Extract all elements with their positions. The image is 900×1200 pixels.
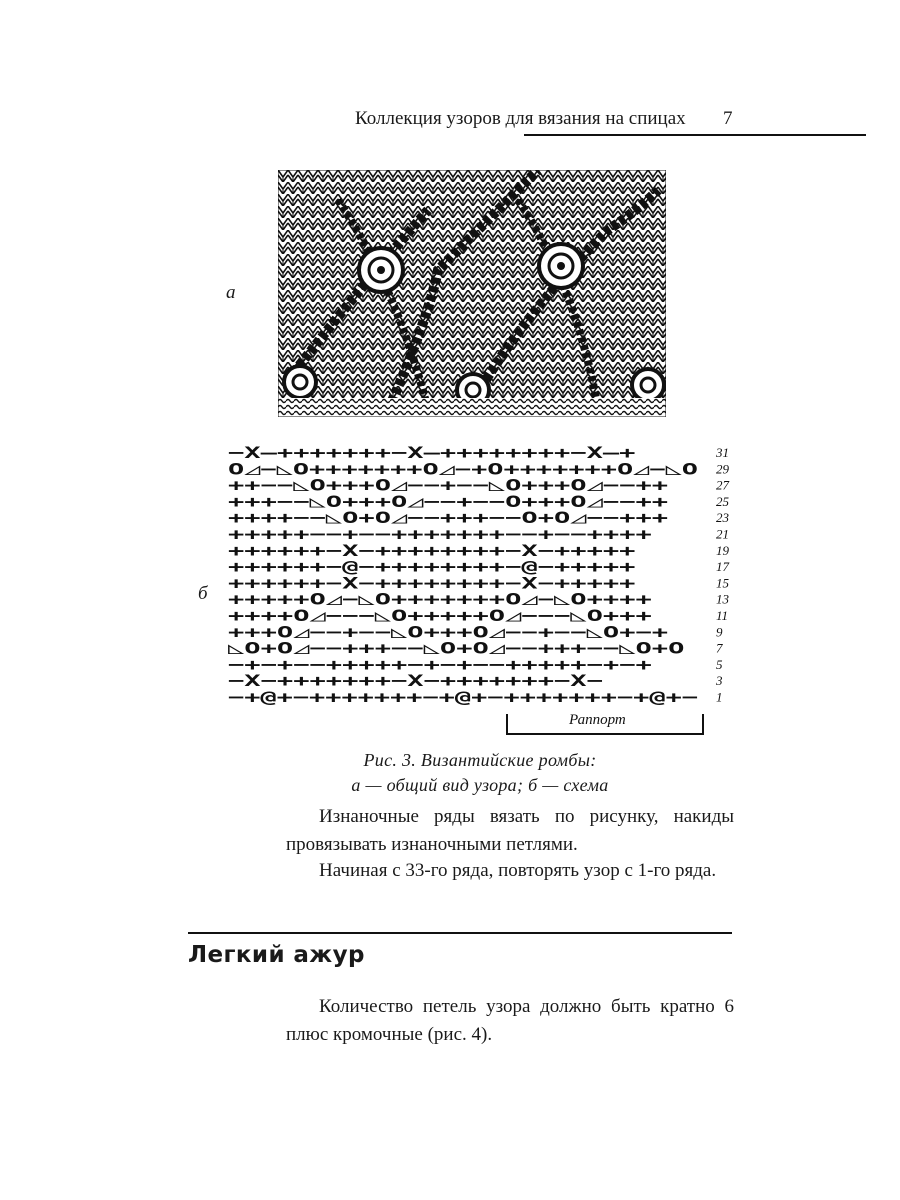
body-paragraph-2: Начиная с 33-го ряда, повторять узор с 1-го ряда. xyxy=(319,860,717,881)
chart-row-number: 21 xyxy=(716,526,729,542)
chart-row: +++++O◿−◺O+++++++O◿−◺O++++ xyxy=(228,589,653,609)
chart-row-number: 15 xyxy=(716,575,729,591)
repeat-label: Раппорт xyxy=(569,712,626,728)
chart-row: ++−−◺O+++O◿−−+−−◺O+++O◿−−++ xyxy=(228,475,669,495)
chart-row-number: 29 xyxy=(716,461,729,477)
chart-row-number: 19 xyxy=(716,542,729,558)
chart-row-number: 3 xyxy=(716,673,723,689)
chart-row-number: 9 xyxy=(716,624,723,640)
caption-line-2: а — общий вид узора; б — схема xyxy=(351,775,609,795)
chart-row: ++++++−X−++++++++−X−+++++ xyxy=(228,573,637,593)
header-rule xyxy=(524,134,866,136)
chart-row: ++++++−@−++++++++−@−+++++ xyxy=(228,557,637,577)
chart-row-number: 11 xyxy=(716,608,729,623)
chart-row: −X−+++++++−X−+++++++−X− xyxy=(228,671,604,691)
page-number: 7 xyxy=(723,108,733,129)
chart-row: ++++O◿−−−◺O+++++O◿−−−◺O+++ xyxy=(228,606,653,625)
chart-row: −+−+−−+++++−+−+−−+++++−+−+ xyxy=(228,654,653,674)
chart-row: +++++−−+−−+++++++−−+−−++++ xyxy=(228,524,653,544)
chart-row-number: 23 xyxy=(716,510,729,526)
chart-row-number: 5 xyxy=(716,656,723,672)
chart-row-number: 1 xyxy=(716,689,723,705)
figure-caption xyxy=(300,748,660,798)
chart-row-number: 27 xyxy=(716,477,729,493)
knitting-chart xyxy=(224,442,744,742)
figure-label-photo: а xyxy=(226,282,236,303)
chart-row: ++++−−◺O+O◿−−+++−−O+O◿−−+++ xyxy=(228,508,669,528)
chart-row-number: 7 xyxy=(716,640,723,656)
chart-row-number: 31 xyxy=(716,445,729,460)
figure-label-scheme: б xyxy=(198,583,208,604)
chart-row: +++O◿−−+−−◺O+++O◿−−+−−◺O+−+ xyxy=(228,622,669,642)
caption-line-1: Рис. 3. Византийские ромбы: xyxy=(363,750,597,770)
section-title: Легкий ажур xyxy=(188,942,365,968)
body-paragraph-3: Количество петель узора должно быть кратно 6 плюс кромочные (рис. 4). xyxy=(286,996,734,1045)
chart-row: ++++++−X−++++++++−X−+++++ xyxy=(228,540,637,560)
chart-row: O◿−◺O+++++++O◿−+O+++++++O◿−◺O xyxy=(228,459,698,479)
chart-row: +++−−◺O+++O◿−−+−−O+++O◿−−++ xyxy=(228,491,669,511)
chart-row-number: 13 xyxy=(716,591,729,607)
chart-row-number: 17 xyxy=(716,559,729,575)
chart-row: −+@+−+++++++−+@+−+++++++−+@+− xyxy=(228,687,699,707)
chart-row-number: 25 xyxy=(716,493,729,509)
running-head: Коллекция узоров для вязания на спицах xyxy=(355,108,686,129)
chart-row: ◺O+O◿−−+++−−◺O+O◿−−+++−−◺O+O xyxy=(228,638,685,658)
knitted-sample-illustration xyxy=(278,170,666,417)
body-paragraph-1: Изнаночные ряды вязать по рисунку, накиды провязывать изнаночными петлями. xyxy=(286,806,734,855)
chart-row: −X—+++++++−X—++++++++−X—+ xyxy=(228,443,637,462)
section-rule xyxy=(188,932,732,934)
